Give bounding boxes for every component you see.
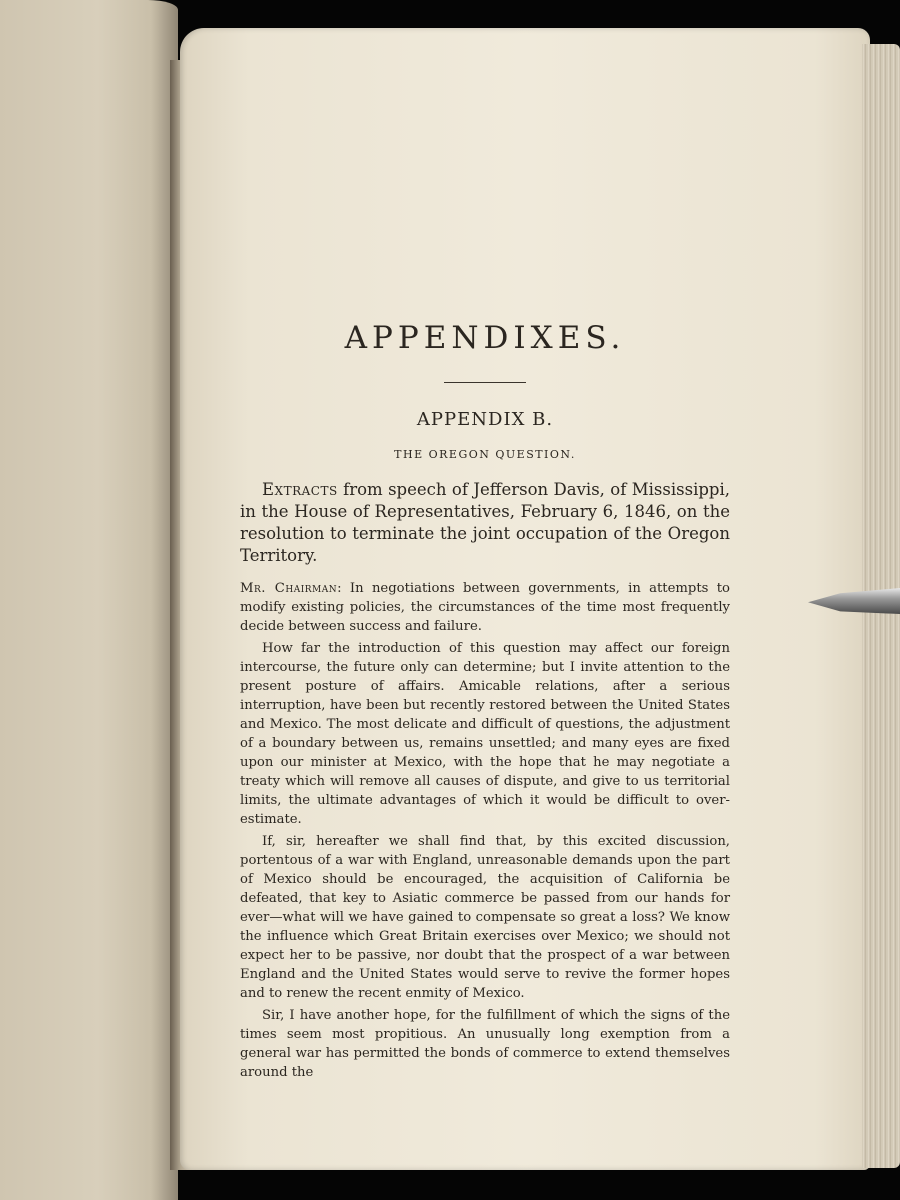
speech-paragraph: How far the introduction of this question may affect our foreign intercourse, the future only can determine; but I invite attention to the present posture of affairs. Amicable relations, after a serious interruption, have been but recently restored between the United States and Mexico. The most delicate and difficult of questions, the adjustment of a boundary between us, remains unsettled; and many eyes are fixed upon our minister at Mexico, with the hope that he may negotiate a treaty which will remove all causes of dispute, and give to us territorial limits, the ultimate advantages of which it would be difficult to over-estimate. (240, 641, 730, 827)
speaker-name: Mr. Chairman (240, 581, 338, 596)
intro-text: from speech of Jefferson Davis, of Mississippi, in the House of Representatives, February 6, 1846, on the resolution to terminate the joint occupation of the Oregon Territory. (240, 480, 730, 565)
speech-opening: : In negotiations between governments, in attempts to modify existing policies, the circumstances of the time most frequently decide between success and failure. (240, 581, 730, 634)
speech-paragraph: If, sir, hereafter we shall find that, by this excited discussion, portentous of a war with England, unreasonable demands upon the part of Mexico should be encouraged, the acquisition of California be defeated, that key to Asiatic commerce be passed from our hands for ever—what will we have gained to compensate so great a loss? We know the influence which Great Britain exercises over Mexico; we should not expect her to be passive, nor doubt that the prospect of a war between England and the United States would serve to revive the former hopes and to renew the recent enmity of Mexico. (240, 834, 730, 1001)
appendix-title: APPENDIX B. (416, 409, 554, 430)
title-divider (444, 382, 526, 383)
page-text (240, 300, 730, 1082)
section-title: THE OREGON QUESTION. (394, 448, 576, 461)
speech-opening-paragraph (240, 579, 730, 636)
main-title: APPENDIXES. (344, 320, 626, 356)
speech-paragraph: Sir, I have another hope, for the fulfillment of which the signs of the times seem most propitious. An unusually long exemption from a general war has permitted the bonds of commerce to extend themselves around the (240, 1008, 730, 1080)
intro-lead: Extracts (262, 480, 338, 499)
left-page (0, 0, 178, 1200)
intro-paragraph (240, 479, 730, 567)
